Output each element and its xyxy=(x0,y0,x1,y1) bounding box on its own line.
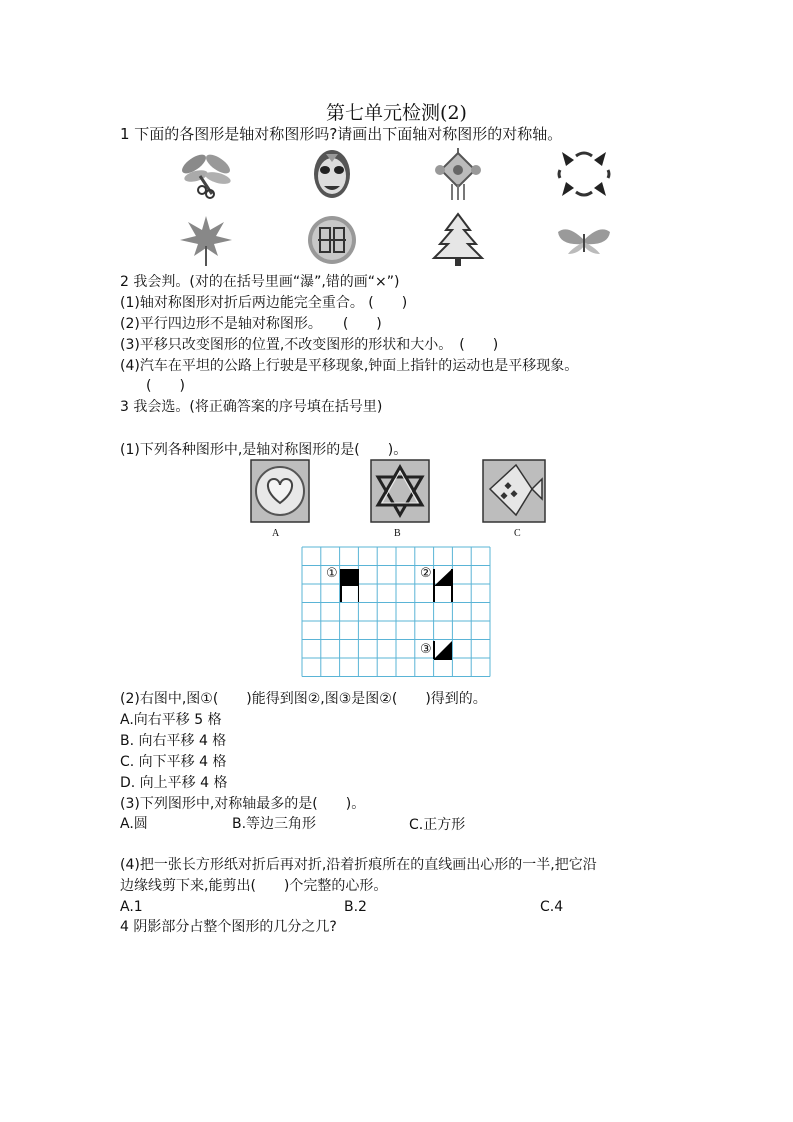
q4-prompt: 4 阴影部分占整个图形的几分之几? xyxy=(120,919,337,935)
option-a-heart-figure xyxy=(250,459,310,523)
shape-3 xyxy=(434,641,452,659)
q3-part3-option-b: B.等边三角形 xyxy=(232,816,317,832)
grid-label-3: ③ xyxy=(420,642,432,657)
q3-part2: (2)右图中,图①( )能得到图②,图③是图②( )得到的。 xyxy=(120,691,487,707)
grid-label-1: ① xyxy=(326,566,338,581)
q3-part1: (1)下列各种图形中,是轴对称图形的是( )。 xyxy=(120,442,408,458)
grid-label-2: ② xyxy=(420,566,432,581)
dragonfly-icon xyxy=(178,146,234,202)
shape-2 xyxy=(434,569,452,602)
q3-prompt: 3 我会选。(将正确答案的序号填在括号里) xyxy=(120,399,383,415)
q3-part2-option-c: C. 向下平移 4 格 xyxy=(120,754,227,770)
option-a-label: A xyxy=(272,528,280,539)
q2-item-4: (4)汽车在平坦的公路上行驶是平移现象,钟面上指针的运动也是平移现象。 xyxy=(120,358,579,374)
q3-part4-option-c: C.4 xyxy=(540,899,564,915)
ornament-icon xyxy=(556,146,612,202)
double-happiness-icon xyxy=(304,212,360,268)
q3-part4-option-b: B.2 xyxy=(344,899,367,915)
q3-part4-line2: 边缘线剪下来,能剪出( )个完整的心形。 xyxy=(120,878,388,894)
q3-part2-option-a: A.向右平移 5 格 xyxy=(120,712,222,728)
option-b-label: B xyxy=(394,528,401,539)
q3-part2-option-d: D. 向上平移 4 格 xyxy=(120,775,228,791)
q1-prompt: 1 下面的各图形是轴对称图形吗?请画出下面轴对称图形的对称轴。 xyxy=(120,125,563,143)
q3-part4-option-a: A.1 xyxy=(120,899,143,915)
q2-item-4-blank: ( ) xyxy=(146,378,185,394)
option-b-star-figure xyxy=(370,459,430,523)
option-c-label: C xyxy=(514,528,521,539)
q3-part3-option-a: A.圆 xyxy=(120,816,148,832)
opera-mask-icon xyxy=(304,146,360,202)
option-c-fish-figure xyxy=(482,459,546,523)
q3-part4-line1: (4)把一张长方形纸对折后再对折,沿着折痕所在的直线画出心形的一半,把它沿 xyxy=(120,857,597,873)
page-title: 第七单元检测(2) xyxy=(326,102,467,124)
q2-item-3: (3)平移只改变图形的位置,不改变图形的形状和大小。 ( ) xyxy=(120,337,499,353)
butterfly-icon xyxy=(556,212,612,268)
tree-icon xyxy=(430,212,486,268)
leaf-icon xyxy=(178,212,234,268)
q3-part3-option-c: C.正方形 xyxy=(409,817,466,833)
q2-item-1: (1)轴对称图形对折后两边能完全重合。 ( ) xyxy=(120,295,408,311)
q3-part2-option-b: B. 向右平移 4 格 xyxy=(120,733,227,749)
chinese-knot-icon xyxy=(430,146,486,202)
q2-item-2: (2)平行四边形不是轴对称图形。 ( ) xyxy=(120,316,382,332)
q2-prompt: 2 我会判。(对的在括号里画“瀑”,错的画“×”) xyxy=(120,274,400,290)
shape-1 xyxy=(341,569,359,602)
q3-part3: (3)下列图形中,对称轴最多的是( )。 xyxy=(120,796,366,812)
